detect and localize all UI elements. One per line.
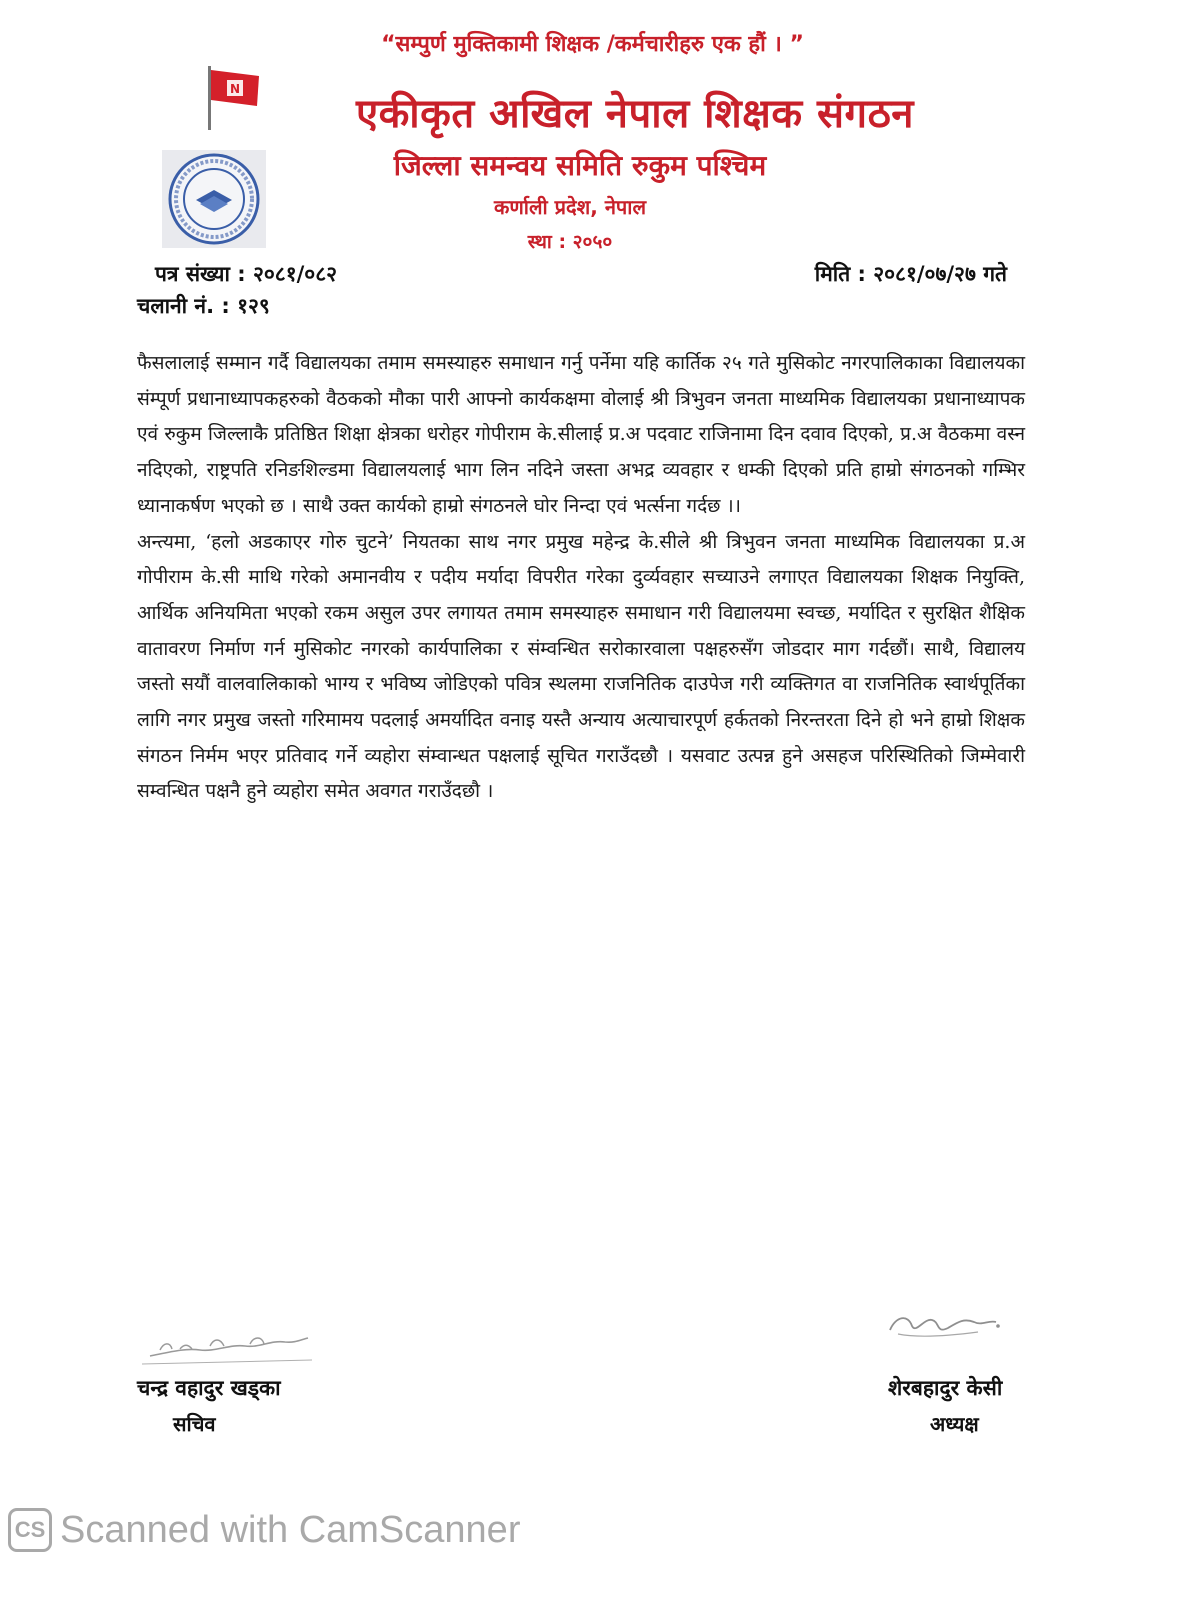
camscanner-logo-icon: CS	[8, 1508, 52, 1552]
organization-title: एकीकृत अखिल नेपाल शिक्षक संगठन	[355, 91, 915, 137]
camscanner-watermark	[8, 1502, 520, 1558]
party-flag-icon	[205, 64, 265, 132]
body-paragraph-1: फैसलालाई सम्मान गर्दै विद्यालयका तमाम समस्याहरु समाधान गर्नु पर्नेमा यहि कार्तिक २५ गते मुसिकोट नगरपालिकाका विद्यालयका संम्पूर्ण प्रधानाध्यापकहरुको वैठकको मौका पारी आफ्नो कार्यकक्षमा वोलाई श्री त्रिभुवन जनता माध्यमिक विद्यालयका प्रधानाध्यापक एवं रुकुम जिल्लाकै प्रतिष्ठित शिक्षा क्षेत्रका धरोहर गोपीराम के.सीलाई प्र.अ पदवाट राजिनामा दिन दवाव दिएको, प्र.अ वैठकमा वस्न नदिएको, राष्ट्रपति रनिङशिल्डमा विद्यालयलाई भाग लिन नदिने जस्ता अभद्र व्यवहार र धम्की दिएको प्रति हाम्रो संगठनको गम्भिर ध्यानाकर्षण भएको छ । साथै उक्त कार्यको हाम्रो संगठनले घोर निन्दा एवं भर्त्सना गर्दछ ।।	[137, 352, 1025, 517]
body-paragraph-2: अन्त्यमा, ‘हलो अडकाएर गोरु चुटने’ नियतका साथ नगर प्रमुख महेन्द्र के.सीले श्री त्रिभुवन जनता माध्यमिक विद्यालयका प्र.अ गोपीराम के.सी माथि गरेको अमानवीय र पदीय मर्यादा विपरीत गरेका दुर्व्यवहार सच्याउने लगाएत विद्यालयका शिक्षक नियुक्ति, आर्थिक अनियमिता भएको रकम असुल उपर लगायत तमाम समस्याहरु समाधान गरी विद्यालयमा स्वच्छ, मर्यादित र सुरक्षित शैक्षिक वातावरण निर्माण गर्न मुसिकोट नगरको कार्यपालिका र संम्वन्धित सरोकारवाला पक्षहरुसँग जोडदार माग गर्दछौं। साथै, विद्यालय जस्तो सयौं वालवालिकाको भाग्य र भविष्य जोडिएको पवित्र स्थलमा राजनितिक दाउपेज गरी व्यक्तिगत वा राजनितिक स्वार्थपूर्तिका लागि नगर प्रमुख जस्तो गरिमामय पदलाई अमर्यादित वनाइ यस्तै अन्याय अत्याचारपूर्ण हर्कतको निरन्तरता दिने हो भने हाम्रो शिक्षक संगठन निर्मम भएर प्रतिवाद गर्ने व्यहोरा संम्वान्धत पक्षलाई सूचित गराउँदछौ । यसवाट उत्पन्न हुने असहज परिस्थितिको जिम्मेवारी सम्वन्धित पक्षनै हुने व्यहोरा समेत अवगत गराउँदछौ ।	[137, 530, 1025, 803]
organization-seal-icon	[162, 150, 266, 248]
committee-name: जिल्ला समन्वय समिति रुकुम पश्चिम	[393, 149, 767, 182]
letter-date: मिति : २०८१/०७/२७ गते	[814, 262, 1007, 286]
secretary-title: सचिव	[173, 1412, 216, 1436]
established-year: स्था : २०५०	[527, 231, 613, 253]
motto-slogan: “सम्पुर्ण मुक्तिकामी शिक्षक /कर्मचारीहरु एक हौं । ”	[381, 32, 804, 57]
president-title: अध्यक्ष	[930, 1412, 979, 1436]
province-name: कर्णाली प्रदेश, नेपाल	[493, 195, 647, 219]
secretary-signature-icon	[140, 1322, 315, 1370]
letter-body	[137, 346, 1025, 810]
dispatch-number: चलानी नं. : १२९	[137, 294, 270, 318]
president-name: शेरबहादुर केसी	[888, 1376, 1003, 1400]
secretary-name: चन्द्र वहादुर खड्का	[137, 1376, 281, 1400]
watermark-text: Scanned with CamScanner	[60, 1508, 521, 1551]
president-signature-icon	[878, 1300, 1008, 1350]
letter-number: पत्र संख्या : २०८१/०८२	[155, 262, 338, 286]
flag-letter: N	[229, 82, 241, 96]
